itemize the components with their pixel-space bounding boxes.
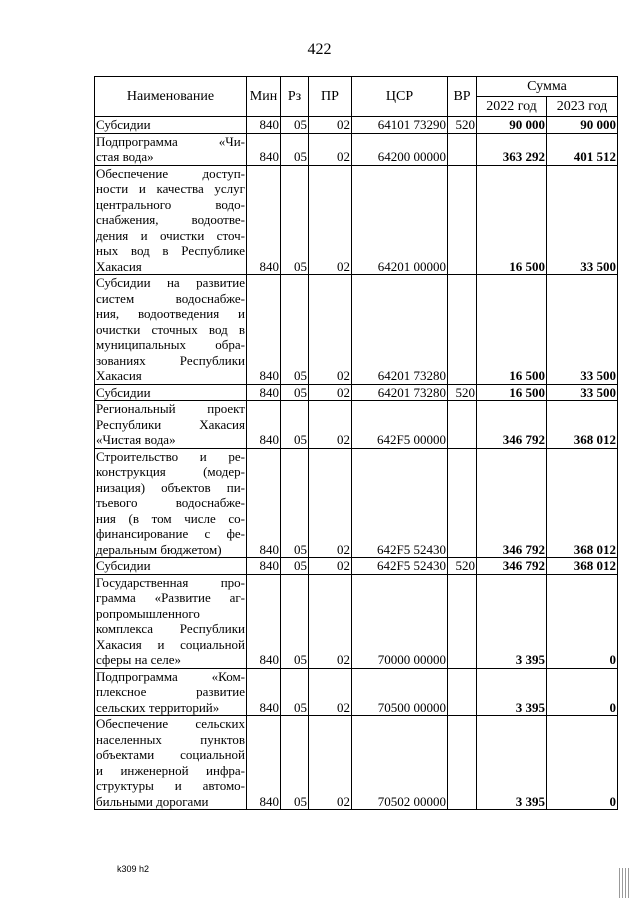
row-name xyxy=(95,716,247,810)
row-vr xyxy=(448,448,477,558)
row-name-line: плексное развитие xyxy=(96,684,245,699)
row-csr: 64201 73280 xyxy=(352,384,448,401)
row-pr: 02 xyxy=(309,716,352,810)
row-name-line: муниципальных обра- xyxy=(96,337,245,352)
header-sum: Сумма xyxy=(477,77,618,97)
row-name-line: Строительство и ре- xyxy=(96,448,245,464)
row-sum-2023: 401 512 xyxy=(547,133,618,165)
row-name-line: низация) объектов пи- xyxy=(96,479,245,495)
row-sum-2023: 0 xyxy=(547,574,618,668)
row-name-line: ния, водоотведения и xyxy=(96,306,245,321)
row-sum-2022: 363 292 xyxy=(477,133,547,165)
row-rz: 05 xyxy=(281,133,309,165)
row-name xyxy=(95,401,247,449)
header-pr: ПР xyxy=(309,77,352,117)
row-min: 840 xyxy=(247,558,281,575)
row-name-line: Хакасия и социальной xyxy=(96,636,245,652)
header-year-2022: 2022 год xyxy=(477,97,547,117)
row-rz: 05 xyxy=(281,716,309,810)
row-min: 840 xyxy=(247,668,281,716)
row-name-line: ропромышленного xyxy=(96,605,200,621)
row-name-line: снабжения, водоотве- xyxy=(96,212,245,227)
row-name-line: Хакасия xyxy=(96,258,142,274)
row-name xyxy=(95,275,247,385)
row-csr: 70000 00000 xyxy=(352,574,448,668)
row-csr: 64201 00000 xyxy=(352,165,448,275)
row-sum-2022: 16 500 xyxy=(477,384,547,401)
row-min: 840 xyxy=(247,448,281,558)
row-pr: 02 xyxy=(309,117,352,134)
row-vr xyxy=(448,716,477,810)
row-name-line: Субсидии xyxy=(96,117,151,132)
row-min: 840 xyxy=(247,133,281,165)
row-name-line: конструкция (модер- xyxy=(96,464,245,479)
row-rz: 05 xyxy=(281,668,309,716)
budget-table-body xyxy=(95,117,618,810)
row-name-line: грамма «Развитие аг- xyxy=(96,590,245,605)
table-row xyxy=(95,448,618,558)
row-sum-2022: 346 792 xyxy=(477,401,547,449)
budget-table xyxy=(94,76,618,810)
row-min: 840 xyxy=(247,117,281,134)
row-csr: 64201 73280 xyxy=(352,275,448,385)
row-csr: 70500 00000 xyxy=(352,668,448,716)
row-csr: 642F5 00000 xyxy=(352,401,448,449)
row-pr: 02 xyxy=(309,668,352,716)
header-rz: Рз xyxy=(281,77,309,117)
row-csr: 70502 00000 xyxy=(352,716,448,810)
row-rz: 05 xyxy=(281,117,309,134)
row-sum-2022: 16 500 xyxy=(477,165,547,275)
row-pr: 02 xyxy=(309,165,352,275)
row-sum-2022: 16 500 xyxy=(477,275,547,385)
row-name-line: тьевого водоснабже- xyxy=(96,495,245,510)
row-name-line: сельских территорий» xyxy=(96,699,220,715)
row-min: 840 xyxy=(247,401,281,449)
row-name-line: ных вод в Республике xyxy=(96,243,245,258)
row-name-line: зованиях Республики xyxy=(96,352,245,368)
header-vr: ВР xyxy=(448,77,477,117)
row-name-line: комплекса Республики xyxy=(96,621,245,636)
row-sum-2023: 33 500 xyxy=(547,384,618,401)
row-vr: 520 xyxy=(448,384,477,401)
table-row xyxy=(95,716,618,810)
row-sum-2023: 90 000 xyxy=(547,117,618,134)
row-name-line: Государственная про- xyxy=(96,574,245,590)
row-sum-2023: 368 012 xyxy=(547,401,618,449)
table-row xyxy=(95,401,618,449)
row-csr: 64200 00000 xyxy=(352,133,448,165)
row-sum-2023: 0 xyxy=(547,668,618,716)
row-min: 840 xyxy=(247,384,281,401)
header-year-2023: 2023 год xyxy=(547,97,618,117)
row-rz: 05 xyxy=(281,448,309,558)
row-name-line: Субсидии xyxy=(96,384,151,400)
table-row xyxy=(95,668,618,716)
row-sum-2022: 3 395 xyxy=(477,668,547,716)
row-name-line: Республики Хакасия xyxy=(96,416,245,432)
row-sum-2022: 3 395 xyxy=(477,574,547,668)
row-sum-2022: 346 792 xyxy=(477,558,547,575)
row-rz: 05 xyxy=(281,275,309,385)
table-row xyxy=(95,117,618,134)
footer-code: k309 h2 xyxy=(117,864,150,874)
row-rz: 05 xyxy=(281,558,309,575)
row-name xyxy=(95,133,247,165)
row-sum-2022: 90 000 xyxy=(477,117,547,134)
row-name xyxy=(95,448,247,558)
row-name xyxy=(95,384,247,401)
row-name-line: сферы на селе» xyxy=(96,652,182,667)
table-row xyxy=(95,384,618,401)
table-row xyxy=(95,574,618,668)
row-name-line: Хакасия xyxy=(96,368,142,383)
row-rz: 05 xyxy=(281,401,309,449)
row-name xyxy=(95,574,247,668)
row-name-line: и инженерной инфра- xyxy=(96,762,245,778)
row-vr xyxy=(448,401,477,449)
row-name-line: Субсидии xyxy=(96,558,151,573)
row-vr xyxy=(448,133,477,165)
row-vr xyxy=(448,668,477,716)
row-csr: 64101 73290 xyxy=(352,117,448,134)
header-name: Наименование xyxy=(95,77,247,117)
table-row xyxy=(95,165,618,275)
row-name-line: бильными дорогами xyxy=(96,793,209,809)
row-rz: 05 xyxy=(281,384,309,401)
row-vr xyxy=(448,165,477,275)
row-name-line: объектами социальной xyxy=(96,747,245,762)
row-name-line: Обеспечение сельских xyxy=(96,716,245,731)
row-name-line: систем водоснабже- xyxy=(96,290,245,306)
row-name-line: Обеспечение доступ- xyxy=(96,165,245,181)
row-pr: 02 xyxy=(309,448,352,558)
table-row xyxy=(95,275,618,385)
row-csr: 642F5 52430 xyxy=(352,448,448,558)
row-pr: 02 xyxy=(309,275,352,385)
row-name-line: финансирование с фе- xyxy=(96,526,245,541)
row-sum-2023: 0 xyxy=(547,716,618,810)
row-name-line: стая вода» xyxy=(96,149,154,164)
row-name-line: Подпрограмма «Чи- xyxy=(96,133,245,149)
table-row xyxy=(95,558,618,575)
row-name-line: центрального водо- xyxy=(96,196,245,212)
row-sum-2023: 33 500 xyxy=(547,275,618,385)
row-min: 840 xyxy=(247,165,281,275)
row-rz: 05 xyxy=(281,165,309,275)
header-min: Мин xyxy=(247,77,281,117)
row-csr: 642F5 52430 xyxy=(352,558,448,575)
header-csr: ЦСР xyxy=(352,77,448,117)
row-sum-2023: 368 012 xyxy=(547,558,618,575)
row-sum-2023: 368 012 xyxy=(547,448,618,558)
row-sum-2022: 3 395 xyxy=(477,716,547,810)
row-name-line: населенных пунктов xyxy=(96,731,245,747)
row-name xyxy=(95,165,247,275)
row-rz: 05 xyxy=(281,574,309,668)
row-vr xyxy=(448,275,477,385)
row-name-line: деральным бюджетом) xyxy=(96,541,222,557)
row-pr: 02 xyxy=(309,384,352,401)
row-name xyxy=(95,668,247,716)
row-vr: 520 xyxy=(448,558,477,575)
row-pr: 02 xyxy=(309,558,352,575)
table-row xyxy=(95,133,618,165)
row-name-line: Подпрограмма «Ком- xyxy=(96,668,245,684)
row-name-line: «Чистая вода» xyxy=(96,432,176,447)
row-name-line: структуры и автомо- xyxy=(96,778,245,793)
row-pr: 02 xyxy=(309,574,352,668)
row-vr: 520 xyxy=(448,117,477,134)
row-name-line: Субсидии на развитие xyxy=(96,275,245,290)
row-sum-2023: 33 500 xyxy=(547,165,618,275)
page-number: 422 xyxy=(307,41,332,58)
row-name-line: очистки сточных вод в xyxy=(96,321,245,337)
row-name-line: дения и очистки сточ- xyxy=(96,227,245,243)
row-name xyxy=(95,117,247,134)
row-pr: 02 xyxy=(309,133,352,165)
row-min: 840 xyxy=(247,574,281,668)
row-name-line: ния (в том числе со- xyxy=(96,510,245,526)
row-pr: 02 xyxy=(309,401,352,449)
row-min: 840 xyxy=(247,716,281,810)
row-name xyxy=(95,558,247,575)
row-name-line: Региональный проект xyxy=(96,401,245,416)
row-sum-2022: 346 792 xyxy=(477,448,547,558)
row-min: 840 xyxy=(247,275,281,385)
row-vr xyxy=(448,574,477,668)
scan-margin-mark xyxy=(619,868,631,898)
row-name-line: ности и качества услуг xyxy=(96,181,245,196)
